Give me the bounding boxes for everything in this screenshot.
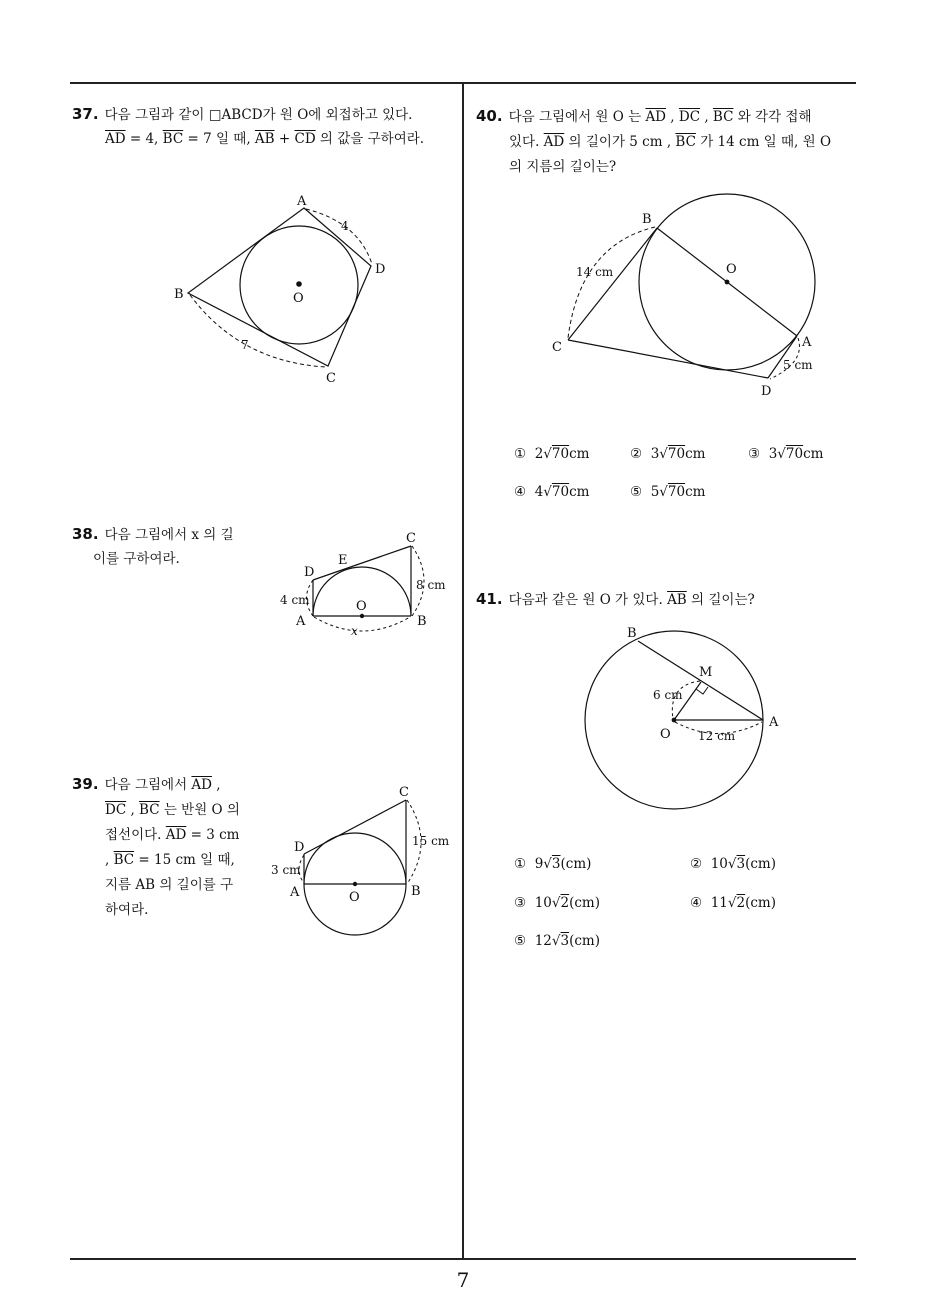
right-angle-mark [696, 687, 708, 694]
label-O: O [349, 890, 360, 905]
choice-5[interactable]: ⑤ 12√3(cm) [514, 933, 600, 949]
question-text: 다음 그림에서 x 의 길 [104, 527, 234, 543]
label-C: C [326, 371, 336, 386]
length-bc: 8 cm [416, 578, 446, 592]
question-number: 37. [72, 105, 99, 123]
question-39: 39. 다음 그림에서 $\overline{AD}$ , $\overline{DC}$ , $\overline{BC}$ 는 반원 O 의 접선이다. $\overline{AD} = 3$ cm , $\overline{BC} = 15$ cm 일 때, 지름 AB 의 길이를 구 하여라. [72, 775, 240, 918]
label-B: B [411, 884, 421, 899]
label-x: x [351, 624, 358, 638]
label-A: A [769, 715, 779, 730]
choice-5[interactable]: ⑤ 5√70cm [630, 484, 706, 500]
label-D: D [761, 384, 772, 399]
label-C: C [552, 340, 562, 355]
label-C: C [406, 531, 416, 546]
chord-ab [638, 641, 763, 720]
label-D: D [375, 262, 386, 277]
label-D: D [294, 840, 305, 855]
label-O: O [356, 599, 367, 614]
length-ad: 4 cm [280, 593, 310, 607]
question-text: 다음 그림과 같이 □ABCD가 원 O에 외접하고 있다. [104, 107, 413, 123]
page-number: 7 [456, 1268, 470, 1292]
length-bc: 14 cm [576, 265, 614, 279]
choice-2[interactable]: ② 10√3(cm) [690, 856, 776, 872]
question-38: 38. 다음 그림에서 x 의 길 이를 구하여라. [72, 525, 234, 567]
choice-4[interactable]: ④ 4√70cm [514, 484, 590, 500]
question-number: 41. [476, 590, 503, 608]
label-A: A [802, 335, 812, 350]
length-bc: 7 [241, 338, 249, 352]
center-point [672, 718, 677, 723]
choice-1[interactable]: ① 2√70cm [514, 446, 590, 462]
label-O: O [726, 262, 737, 277]
choice-2[interactable]: ② 3√70cm [630, 446, 706, 462]
label-A: A [290, 885, 300, 900]
label-C: C [399, 785, 409, 800]
length-bc: 15 cm [412, 834, 450, 848]
question-number: 38. [72, 525, 99, 543]
choice-3[interactable]: ③ 3√70cm [748, 446, 824, 462]
choice-1[interactable]: ① 9√3(cm) [514, 856, 592, 872]
length-om: 6 cm [653, 688, 683, 702]
length-ad: 4 [341, 219, 349, 233]
length-oa: 12 cm [698, 729, 736, 743]
choice-3[interactable]: ③ 10√2(cm) [514, 895, 600, 911]
question-40: 40. 다음 그림에서 원 O 는 $\overline{AD}$ , $\overline{DC}$ , $\overline{BC}$ 와 각각 접해 있다. $\overline{AD}$ 의 길이가 5 cm , $\overline{BC}$ 가 14 cm 일 때, 원 O 의 지름의 길이는? [476, 107, 832, 175]
length-ad: 5 cm [783, 358, 813, 372]
label-B: B [174, 287, 184, 302]
label-M: M [699, 665, 713, 680]
label-A: A [297, 194, 307, 209]
label-B: B [642, 212, 652, 227]
label-E: E [338, 553, 348, 568]
question-41: 41. 다음과 같은 원 O 가 있다. $\overline{AB}$ 의 길이는? [476, 590, 755, 608]
label-B: B [417, 614, 427, 629]
label-D: D [304, 565, 315, 580]
question-37: 37. 다음 그림과 같이 □ABCD가 원 O에 외접하고 있다. $\overline{AD} = 4$, $\overline{BC} = 7$ 일 때, $\overline{AB} + \overline{CD}$ 의 값을 구하여라. [72, 105, 425, 147]
label-A: A [296, 614, 306, 629]
question-number: 39. [72, 775, 99, 793]
label-O: O [660, 727, 671, 742]
length-ad: 3 cm [271, 863, 301, 877]
label-O: O [293, 291, 304, 306]
question-number: 40. [476, 107, 503, 125]
choice-4[interactable]: ④ 11√2(cm) [690, 895, 776, 911]
label-B: B [627, 626, 637, 641]
